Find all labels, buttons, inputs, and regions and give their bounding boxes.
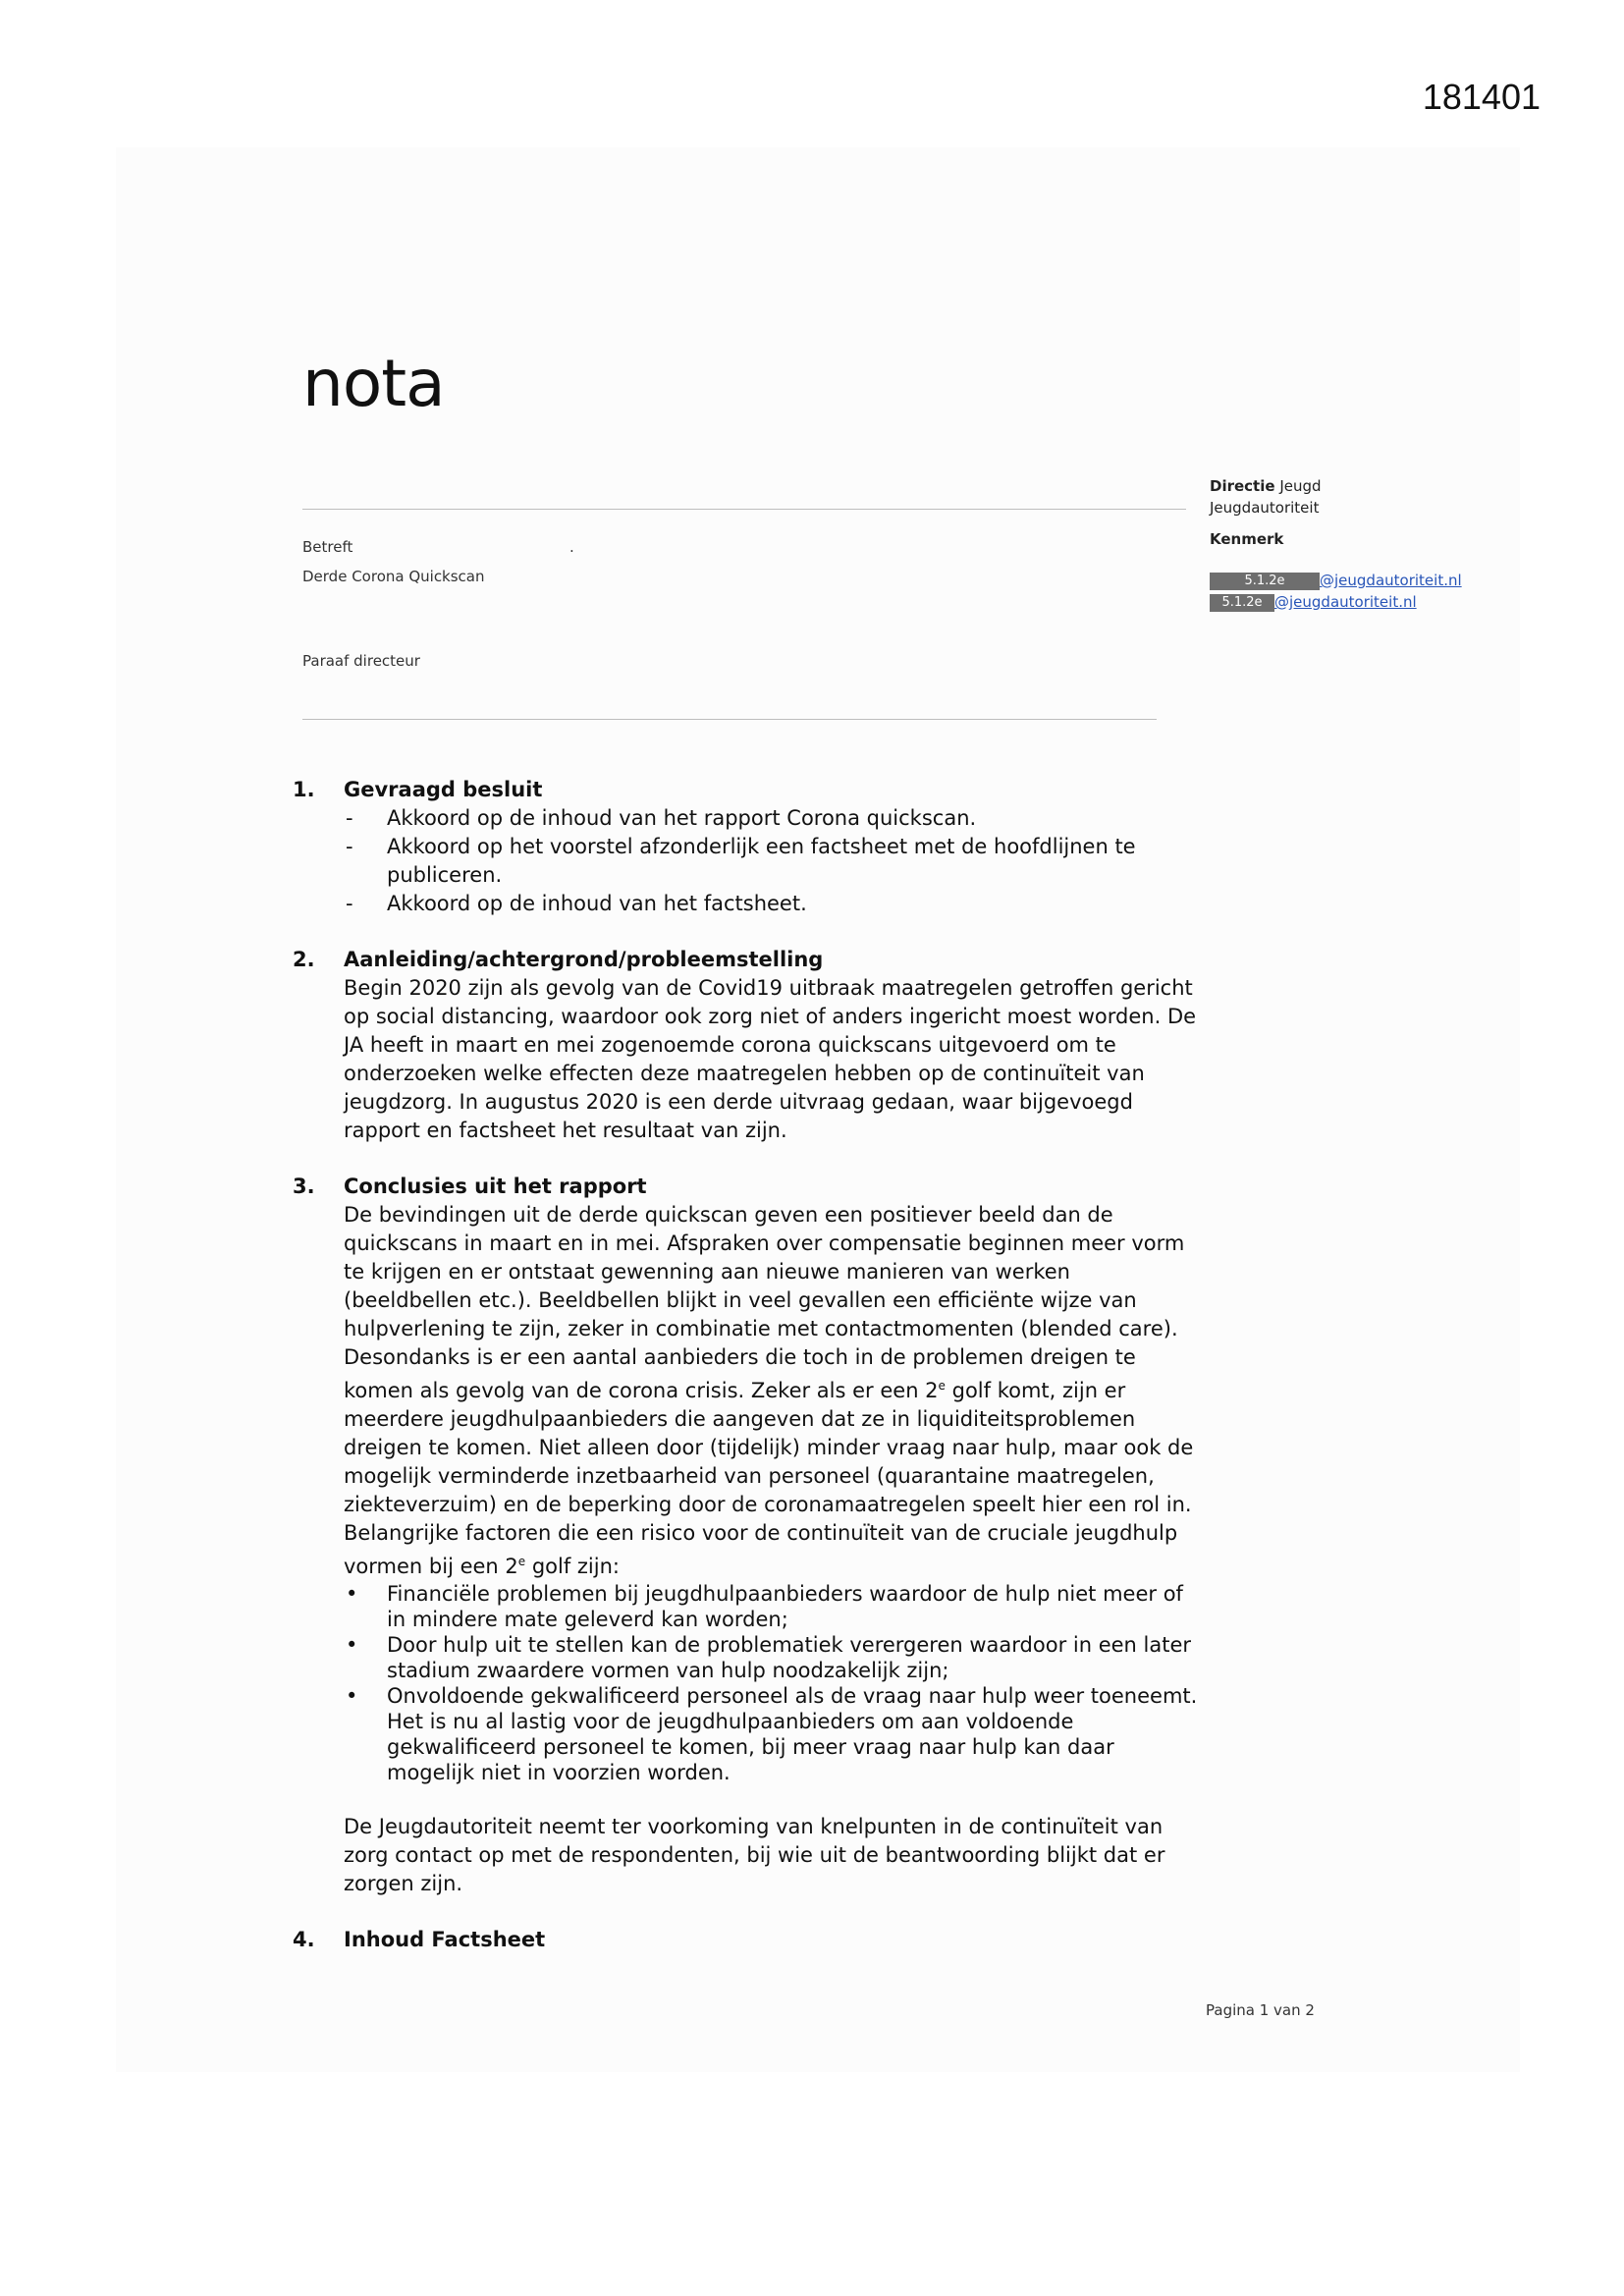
- section-number: 3.: [293, 1175, 315, 1198]
- section-conclusies: [293, 1173, 1198, 1898]
- betreft-dot: .: [569, 538, 574, 556]
- redaction-block: 5.1.2e: [1210, 594, 1274, 612]
- section-heading: 3. Conclusies uit het rapport: [344, 1173, 1198, 1201]
- contact-email-1: [1210, 572, 1462, 590]
- section-number: 1.: [293, 778, 315, 801]
- directie-label: Directie: [1210, 477, 1275, 495]
- list-item: • Door hulp uit te stellen kan de problematiek verergeren waardoor in een later stadium zwaardere vormen van hulp noodzakelijk zijn;: [344, 1632, 1198, 1683]
- section-number: 2.: [293, 948, 315, 971]
- section-heading: 2. Aanleiding/achtergrond/probleemstelling: [344, 946, 1198, 974]
- kenmerk-label: Kenmerk: [1210, 530, 1284, 548]
- email-link[interactable]: @jeugdautoriteit.nl: [1320, 572, 1462, 589]
- document-body: [293, 776, 1198, 1982]
- paragraph-factors: Belangrijke factoren die een risico voor de continuïteit van de cruciale jeugdhulp vormen bij een 2e golf zijn:: [344, 1521, 1178, 1578]
- paragraph-closing: De Jeugdautoriteit neemt ter voorkoming van knelpunten in de continuïteit van zorg contact op met de respondenten, bij wie uit de beantwoording blijkt dat er zorgen zijn.: [344, 1815, 1165, 1895]
- list-item: - Akkoord op de inhoud van het factsheet.: [344, 890, 1198, 918]
- document-number: 181401: [1422, 77, 1541, 117]
- page-footer: Pagina 1 van 2: [1206, 2001, 1315, 2019]
- list-item: • Onvoldoende gekwalificeerd personeel als de vraag naar hulp weer toeneemt. Het is nu al lastig voor de jeugdhulpaanbieders om aan voldoende gekwalificeerd personeel te komen, bij meer vraag naar hulp kan daar mogelijk niet in voorzien worden.: [344, 1683, 1198, 1785]
- risk-factor-list: [344, 1581, 1198, 1785]
- paragraph: Begin 2020 zijn als gevolg van de Covid19 uitbraak maatregelen getroffen gericht op social distancing, waardoor ook zorg niet of anders ingericht moest worden. De JA heeft in maart en mei zogenoemde corona quickscans uitgevoerd om te onderzoeken welke effecten deze maatregelen hebben op de continuïteit van jeugdzorg. In augustus 2020 is een derde uitvraag gedaan, waar bijgevoegd rapport en factsheet het resultaat van zijn.: [344, 976, 1197, 1142]
- decision-list: [344, 804, 1198, 918]
- email-link[interactable]: @jeugdautoriteit.nl: [1274, 593, 1417, 611]
- section-gevraagd-besluit: [293, 776, 1198, 918]
- directie-name: Jeugd: [1274, 477, 1322, 495]
- section-aanleiding: [293, 946, 1198, 1145]
- paraaf-label: Paraaf directeur: [302, 652, 420, 670]
- list-item: - Akkoord op de inhoud van het rapport Corona quickscan.: [344, 804, 1198, 833]
- betreft-label: Betreft: [302, 538, 353, 556]
- section-inhoud-factsheet: [293, 1926, 1198, 1954]
- list-item: • Financiële problemen bij jeugdhulpaanbieders waardoor de hulp niet meer of in mindere mate geleverd kan worden;: [344, 1581, 1198, 1632]
- redaction-block: 5.1.2e: [1210, 573, 1320, 590]
- list-item: - Akkoord op het voorstel afzonderlijk een factsheet met de hoofdlijnen te publiceren.: [344, 833, 1198, 890]
- section-heading: 4. Inhoud Factsheet: [344, 1926, 1198, 1954]
- section-number: 4.: [293, 1928, 315, 1951]
- betreft-value: Derde Corona Quickscan: [302, 568, 485, 585]
- document-title: nota: [302, 346, 445, 421]
- header-rule-bottom: [302, 719, 1157, 720]
- header-rule-top: [302, 509, 1186, 510]
- sidebar-directie: [1210, 477, 1322, 495]
- paragraph: De bevindingen uit de derde quickscan geven een positiever beeld dan de quickscans in maart en in mei. Afspraken over compensatie beginnen meer vorm te krijgen en er ontstaat gewenning aan nieuwe manieren van werken (beeldbellen etc.). Beeldbellen blijkt in veel gevallen een efficiënte wijze van hulpverlening te zijn, zeker in combinatie met contactmomenten (blended care). Desondanks is er een aantal aanbieders die toch in de problemen dreigen te komen als gevolg van de corona crisis. Zeker als er een 2e golf komt, zijn er meerdere jeugdhulpaanbieders die aangeven dat ze in liquiditeitsproblemen dreigen te komen. Niet alleen door (tijdelijk) minder vraag naar hulp, maar ook de mogelijk verminderde inzetbaarheid van personeel (quarantaine maatregelen, ziekteverzuim) en de beperking door de coronamaatregelen speelt hier een rol in.: [344, 1203, 1194, 1516]
- contact-email-2: [1210, 593, 1417, 612]
- section-heading: 1. Gevraagd besluit: [344, 776, 1198, 804]
- sidebar-org: Jeugdautoriteit: [1210, 499, 1320, 517]
